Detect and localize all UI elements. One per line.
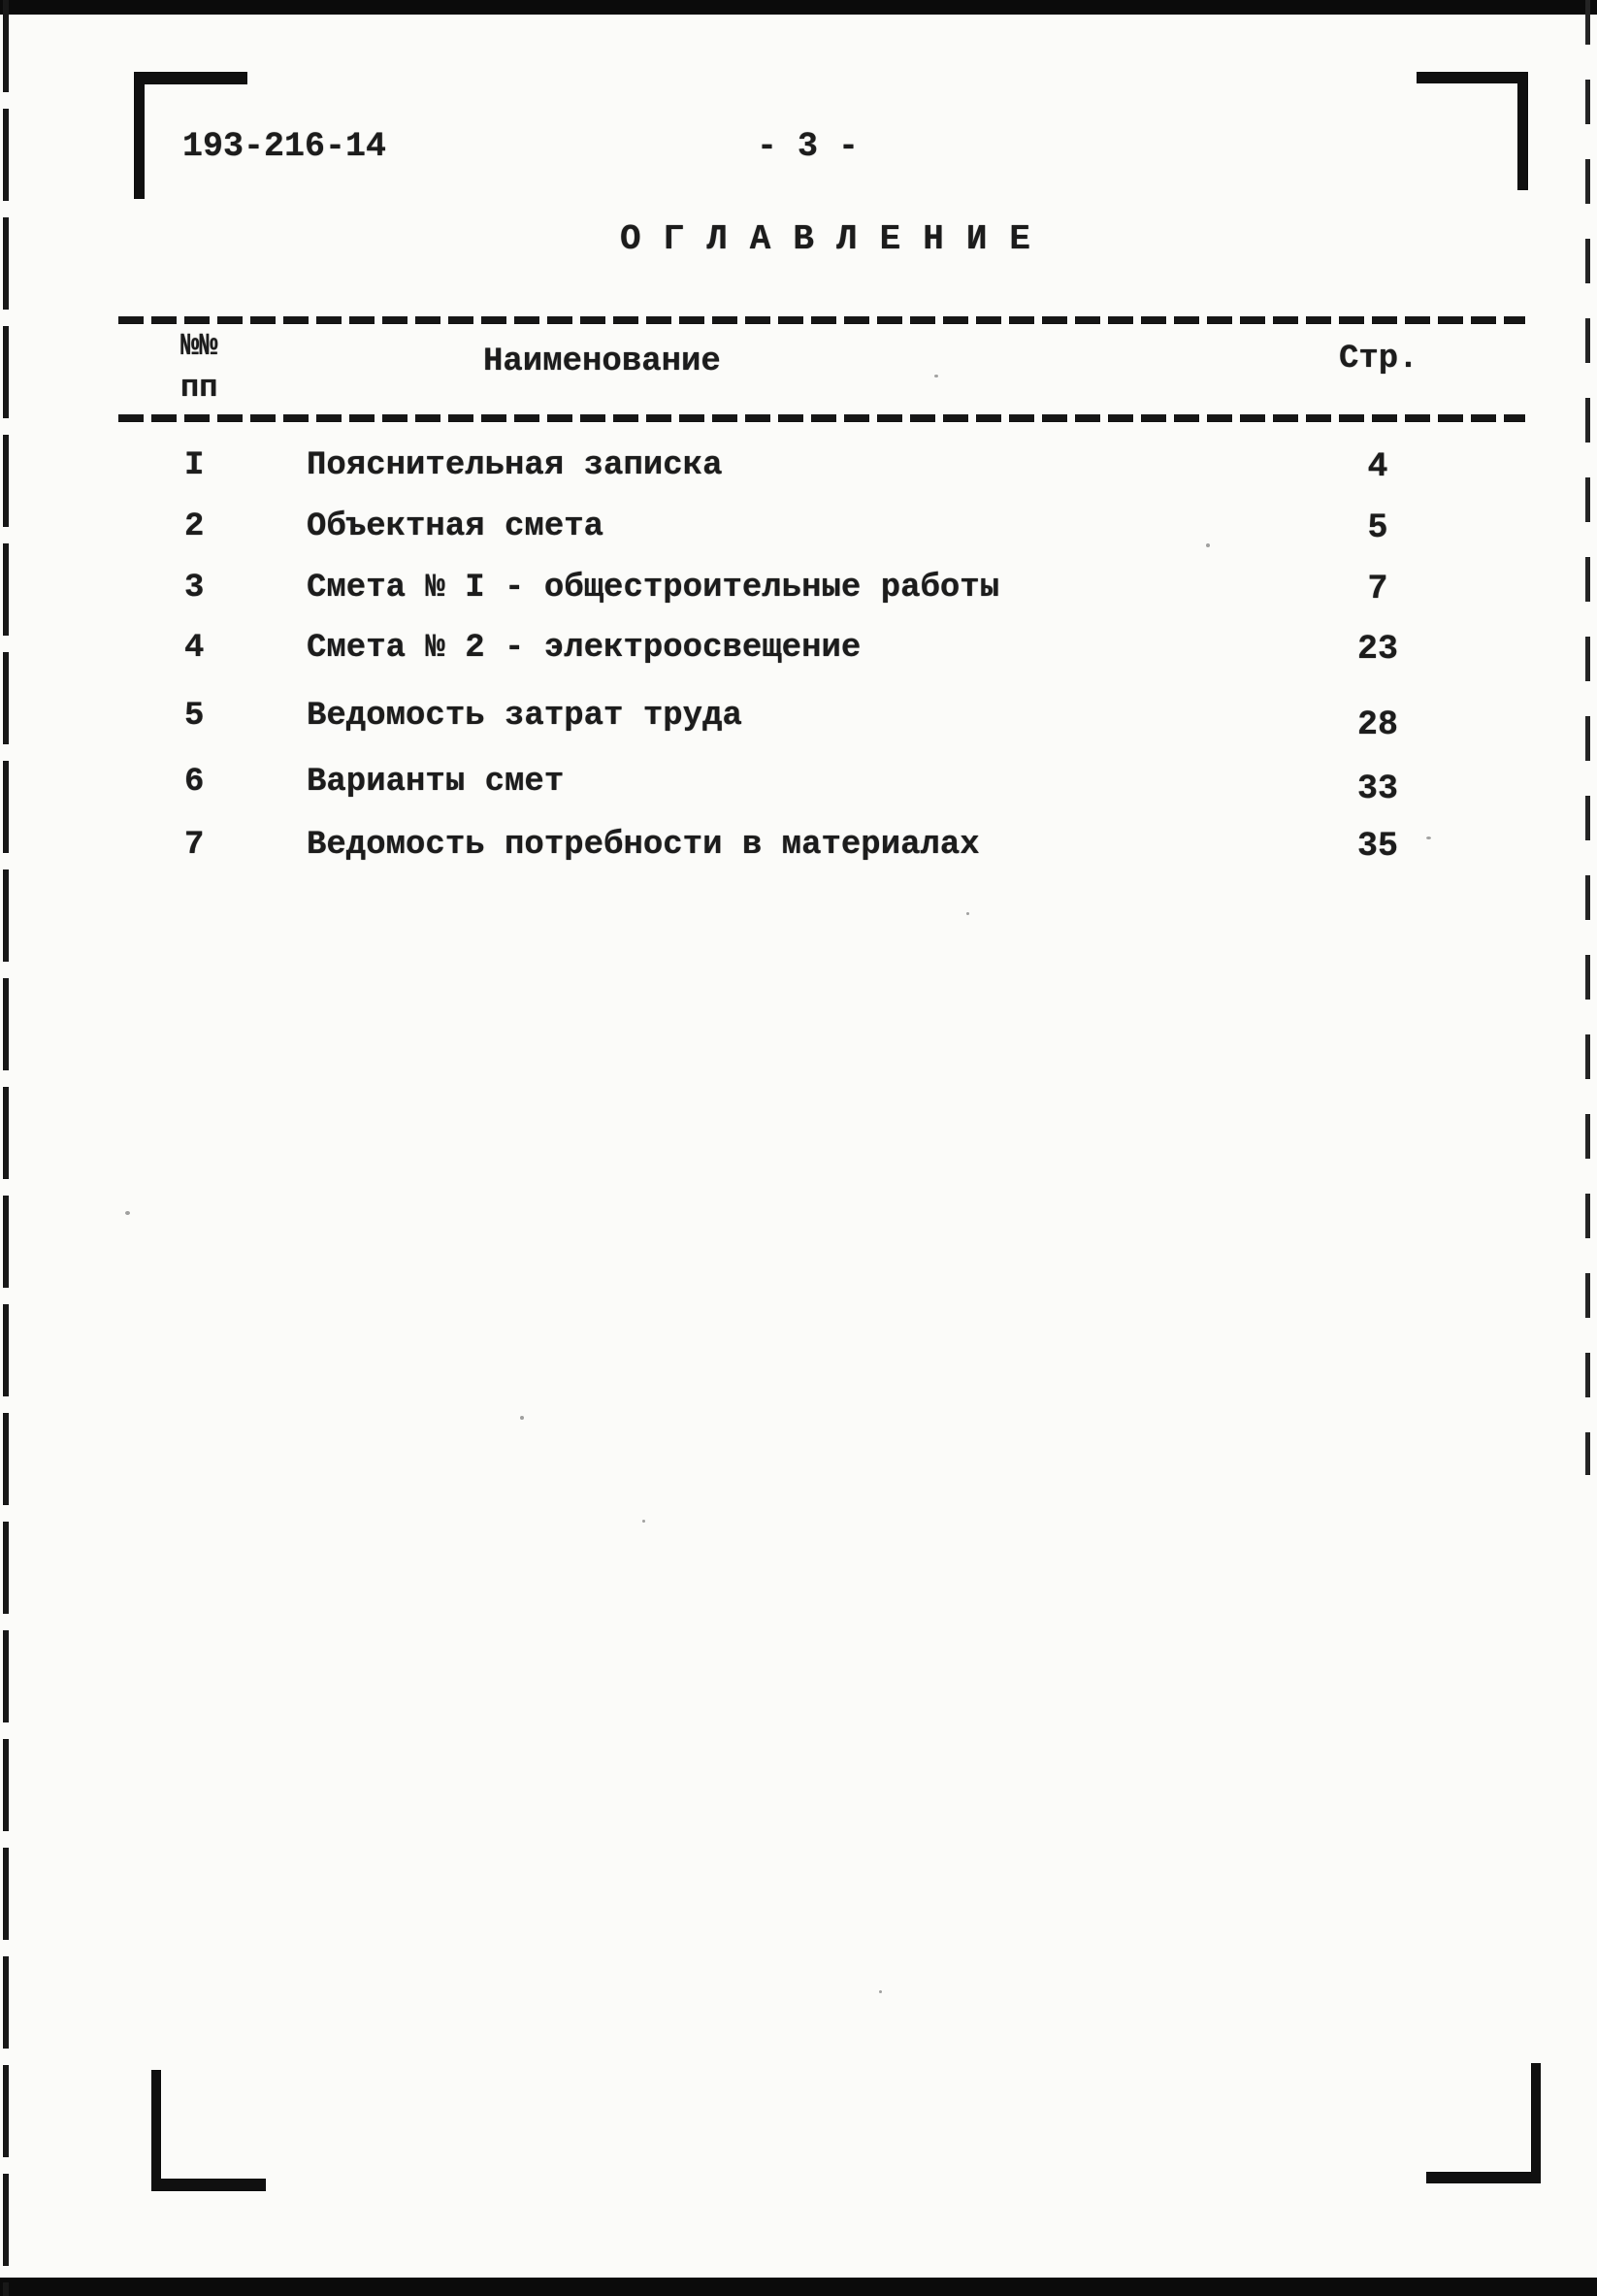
row-title: Смета № I - общестроительные работы — [307, 570, 1000, 607]
column-header-name: Наименование — [483, 344, 721, 380]
row-title: Варианты смет — [307, 764, 565, 801]
scan-edge-left — [3, 0, 9, 2296]
table-row — [0, 570, 1597, 618]
scan-speck — [966, 912, 969, 915]
scan-edge-bottom — [0, 2278, 1597, 2296]
row-number: 2 — [184, 508, 205, 545]
row-page: 28 — [1356, 705, 1398, 744]
column-header-number: №№ — [180, 328, 218, 364]
row-number: I — [184, 447, 205, 484]
table-row — [0, 447, 1597, 496]
row-number: 4 — [184, 630, 205, 667]
row-page: 33 — [1356, 770, 1398, 808]
row-page: 23 — [1356, 630, 1398, 669]
table-row — [0, 630, 1597, 678]
scan-speck — [1426, 836, 1431, 839]
scan-speck — [1206, 543, 1210, 547]
scan-edge-top — [0, 0, 1597, 15]
document-code: 193-216-14 — [182, 127, 387, 166]
toc-title: ОГЛАВЛЕНИЕ — [620, 219, 1054, 259]
row-title: Объектная смета — [307, 508, 604, 545]
row-page: 5 — [1367, 508, 1388, 547]
sheet-number: - 3 - — [757, 127, 860, 166]
scan-speck — [642, 1520, 645, 1523]
row-title: Ведомость затрат труда — [307, 698, 742, 735]
table-row — [0, 508, 1597, 557]
table-rule-top — [118, 316, 1525, 324]
scan-speck — [125, 1211, 130, 1215]
row-page: 7 — [1367, 570, 1388, 608]
row-page: 35 — [1356, 827, 1398, 866]
scan-speck — [934, 375, 938, 377]
row-title: Ведомость потребности в материалах — [307, 827, 980, 864]
table-row — [0, 827, 1597, 875]
scan-speck — [520, 1416, 524, 1420]
row-number: 7 — [184, 827, 205, 864]
crop-mark-bottom-left — [151, 2070, 266, 2191]
table-row — [0, 698, 1597, 746]
row-number: 6 — [184, 764, 205, 801]
row-number: 3 — [184, 570, 205, 607]
row-number: 5 — [184, 698, 205, 735]
row-title: Смета № 2 - электроосвещение — [307, 630, 862, 667]
row-page: 4 — [1367, 447, 1388, 486]
table-rule-header-bottom — [118, 414, 1525, 422]
column-header-number-line2: пп — [180, 370, 218, 406]
row-title: Пояснительная записка — [307, 447, 723, 484]
crop-mark-bottom-right — [1426, 2063, 1541, 2183]
column-header-page: Стр. — [1339, 341, 1418, 377]
crop-mark-top-right — [1417, 72, 1528, 190]
table-row — [0, 764, 1597, 812]
scan-speck — [879, 1990, 882, 1993]
